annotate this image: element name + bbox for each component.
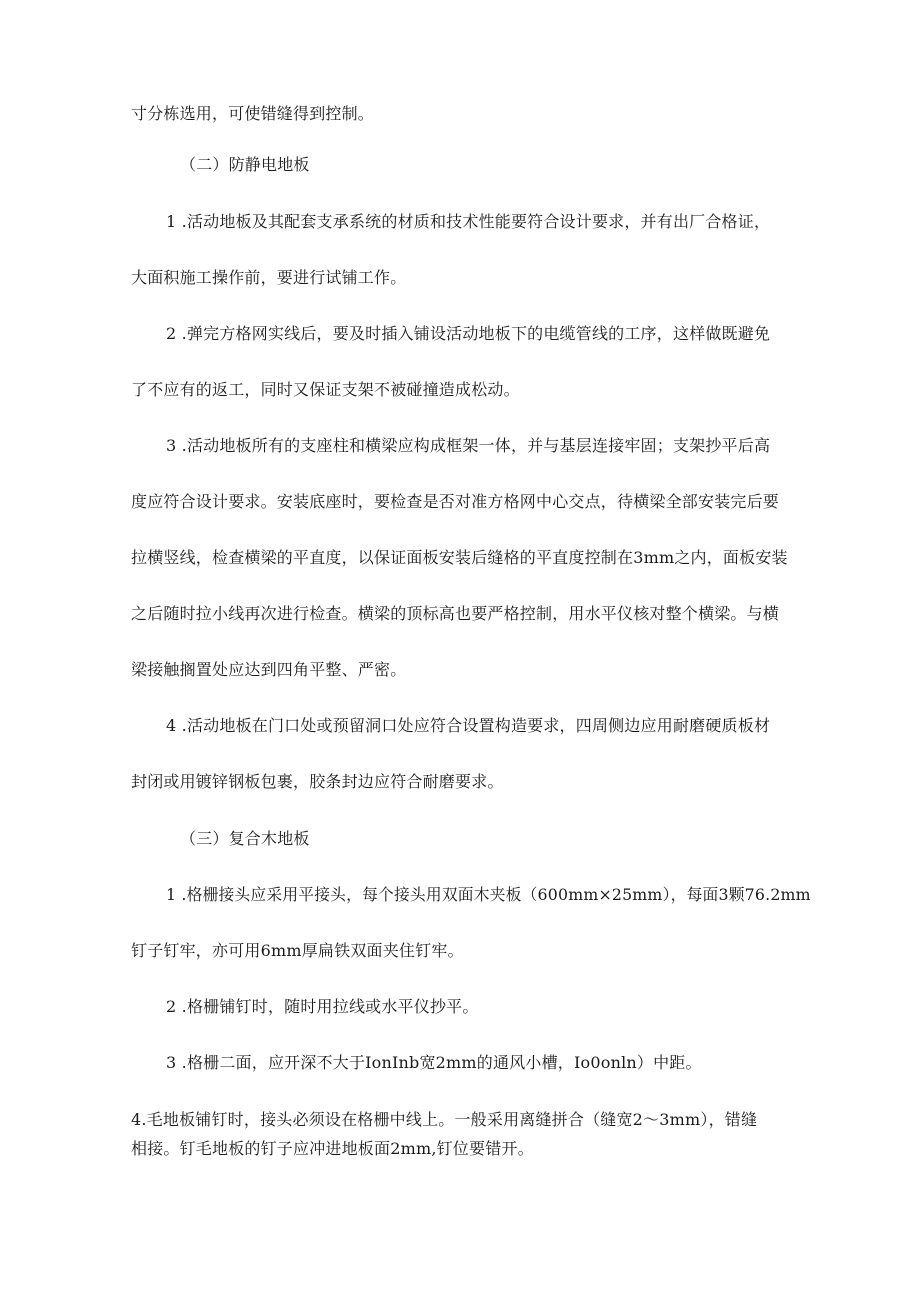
section-heading: （二）防静电地板 [180,155,310,174]
paragraph-line: 4 .活动地板在门口处或预留洞口处应符合设置构造要求，四周侧边应用耐磨硬质板材 [166,716,771,735]
paragraph-line: 2 .格栅铺钉时，随时用拉线或水平仪抄平。 [166,997,479,1016]
paragraph-line: 之后随时拉小线再次进行检查。横梁的顶标高也要严格控制，用水平仪核对整个横梁。与横 [131,604,780,623]
section-heading: （三）复合木地板 [180,829,310,848]
paragraph-line: 寸分栋选用，可使错缝得到控制。 [131,104,375,123]
paragraph-line: 梁接触搁置处应达到四角平整、严密。 [131,660,407,679]
paragraph-line: 大面积施工操作前，要进行试铺工作。 [131,268,407,287]
paragraph-line: 1 .格栅接头应采用平接头，每个接头用双面木夹板（600mm×25mm），每面3颗76.2mm [166,885,811,904]
paragraph-line: 1 .活动地板及其配套支承系统的材质和技术性能要符合设计要求，并有出厂合格证， [166,212,771,231]
paragraph-line: 封闭或用镀锌钢板包裹，胶条封边应符合耐磨要求。 [131,772,504,791]
paragraph-line: 度应符合设计要求。安装底座时，要检查是否对准方格网中心交点，待横梁全部安装完后要 [131,492,780,511]
paragraph-line: 4.毛地板铺钉时，接头必须设在格栅中线上。一般采用离缝拼合（缝宽2～3mm），错缝 [131,1110,758,1129]
paragraph-line: 3 .活动地板所有的支座柱和横梁应构成框架一体，并与基层连接牢固；支架抄平后高 [166,436,771,455]
paragraph-line: 拉横竖线，检查横梁的平直度，以保证面板安装后缝格的平直度控制在3mm之内，面板安装 [131,548,788,567]
paragraph-line: 钉子钉牢，亦可用6mm厚扁铁双面夹住钉牢。 [131,941,464,960]
paragraph-line: 相接。钉毛地板的钉子应冲进地板面2mm,钉位要错开。 [131,1139,534,1158]
paragraph-line: 2 .弹完方格网实线后，要及时插入铺设活动地板下的电缆管线的工序，这样做既避免 [166,324,771,343]
paragraph-line: 了不应有的返工，同时又保证支架不被碰撞造成松动。 [131,380,520,399]
paragraph-line: 3 .格栅二面，应开深不大于IonInb宽2mm的通风小槽，Io0onln）中距。 [166,1053,702,1072]
